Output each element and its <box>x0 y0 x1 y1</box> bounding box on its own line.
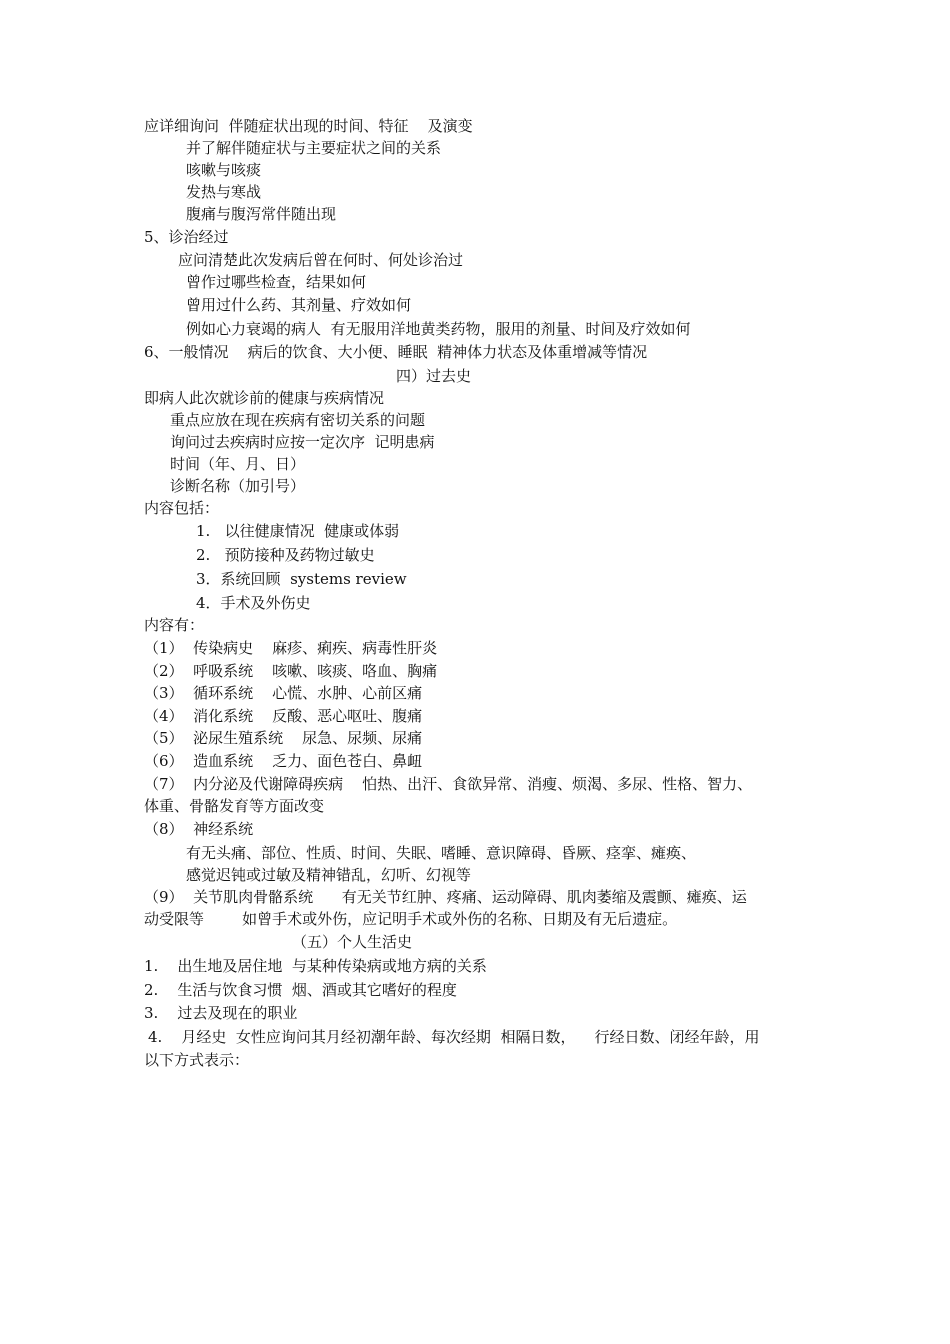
list-item: （5） 泌尿生殖系统 尿急、尿频、尿痛 <box>144 729 423 747</box>
list-item: （2） 呼吸系统 咳嗽、咳痰、咯血、胸痛 <box>144 662 438 680</box>
text-line: 曾用过什么药、其剂量、疗效如何 <box>186 296 412 314</box>
section-heading: 5、诊治经过 <box>144 228 229 246</box>
text-line: 曾作过哪些检查，结果如何 <box>186 273 367 291</box>
list-item: （1） 传染病史 麻疹、痢疾、病毒性肝炎 <box>144 639 438 657</box>
text-line: 重点应放在现在疾病有密切关系的问题 <box>170 411 426 429</box>
text-line: 内容有： <box>144 616 205 634</box>
list-item: （9） 关节肌肉骨骼系统 有无关节红肿、疼痛、运动障碍、肌肉萎缩及震颤、瘫痪、运 <box>144 888 747 906</box>
list-item: 3. 过去及现在的职业 <box>144 1004 298 1022</box>
section-title: （五）个人生活史 <box>292 933 413 951</box>
text-line: 发热与寒战 <box>186 183 262 201</box>
text-line: 内容包括： <box>144 499 220 517</box>
text-line: 例如心力衰竭的病人 有无服用洋地黄类药物，服用的剂量、时间及疗效如何 <box>186 320 691 338</box>
list-item: 1. 以往健康情况 健康或体弱 <box>196 522 400 540</box>
text-line: 时间（年、月、日） <box>170 455 306 473</box>
text-line: 询问过去疾病时应按一定次序 记明患病 <box>170 433 435 451</box>
text-line: 以下方式表示： <box>144 1051 250 1069</box>
text-line: 腹痛与腹泻常伴随出现 <box>186 205 337 223</box>
text-line: 动受限等 如曾手术或外伤，应记明手术或外伤的名称、日期及有无后遗症。 <box>144 910 678 928</box>
text-line: 并了解伴随症状与主要症状之间的关系 <box>186 139 442 157</box>
text-line: 即病人此次就诊前的健康与疾病情况 <box>144 389 385 407</box>
text-line: 应详细询问 伴随症状出现的时间、特征 及演变 <box>144 117 473 135</box>
list-item: （3） 循环系统 心慌、水肿、心前区痛 <box>144 684 423 702</box>
text-line: 咳嗽与咳痰 <box>186 161 262 179</box>
text-line: 有无头痛、部位、性质、时间、失眠、嗜睡、意识障碍、昏厥、痉挛、瘫痪、 <box>186 844 697 862</box>
list-item: （8） 神经系统 <box>144 820 254 838</box>
list-item: 4．手术及外伤史 <box>196 594 311 612</box>
text-line: 诊断名称（加引号） <box>170 477 306 495</box>
list-item: 2. 预防接种及药物过敏史 <box>196 546 375 564</box>
list-item: 2. 生活与饮食习惯 烟、酒或其它嗜好的程度 <box>144 981 457 999</box>
text-line: 应问清楚此次发病后曾在何时、何处诊治过 <box>178 251 464 269</box>
section-heading: 6、一般情况 病后的饮食、大小便、睡眠 精神体力状态及体重增减等情况 <box>144 343 648 361</box>
section-title: 四）过去史 <box>396 367 472 385</box>
list-item: （4） 消化系统 反酸、恶心呕吐、腹痛 <box>144 707 423 725</box>
list-item: 1. 出生地及居住地 与某种传染病或地方病的关系 <box>144 957 487 975</box>
text-line: 感觉迟钝或过敏及精神错乱，幻听、幻视等 <box>186 866 472 884</box>
text-line: 体重、骨骼发育等方面改变 <box>144 797 325 815</box>
list-item: （7） 内分泌及代谢障碍疾病 怕热、出汗、食欲异常、消瘦、烦渴、多尿、性格、智力、 <box>144 775 753 793</box>
list-item: （6） 造血系统 乏力、面色苍白、鼻衄 <box>144 752 423 770</box>
list-item: 3．系统回顾 systems review <box>196 570 407 588</box>
list-item: 4. 月经史 女性应询问其月经初潮年龄、每次经期 相隔日数， 行经日数、闭经年龄，用 <box>148 1028 760 1046</box>
